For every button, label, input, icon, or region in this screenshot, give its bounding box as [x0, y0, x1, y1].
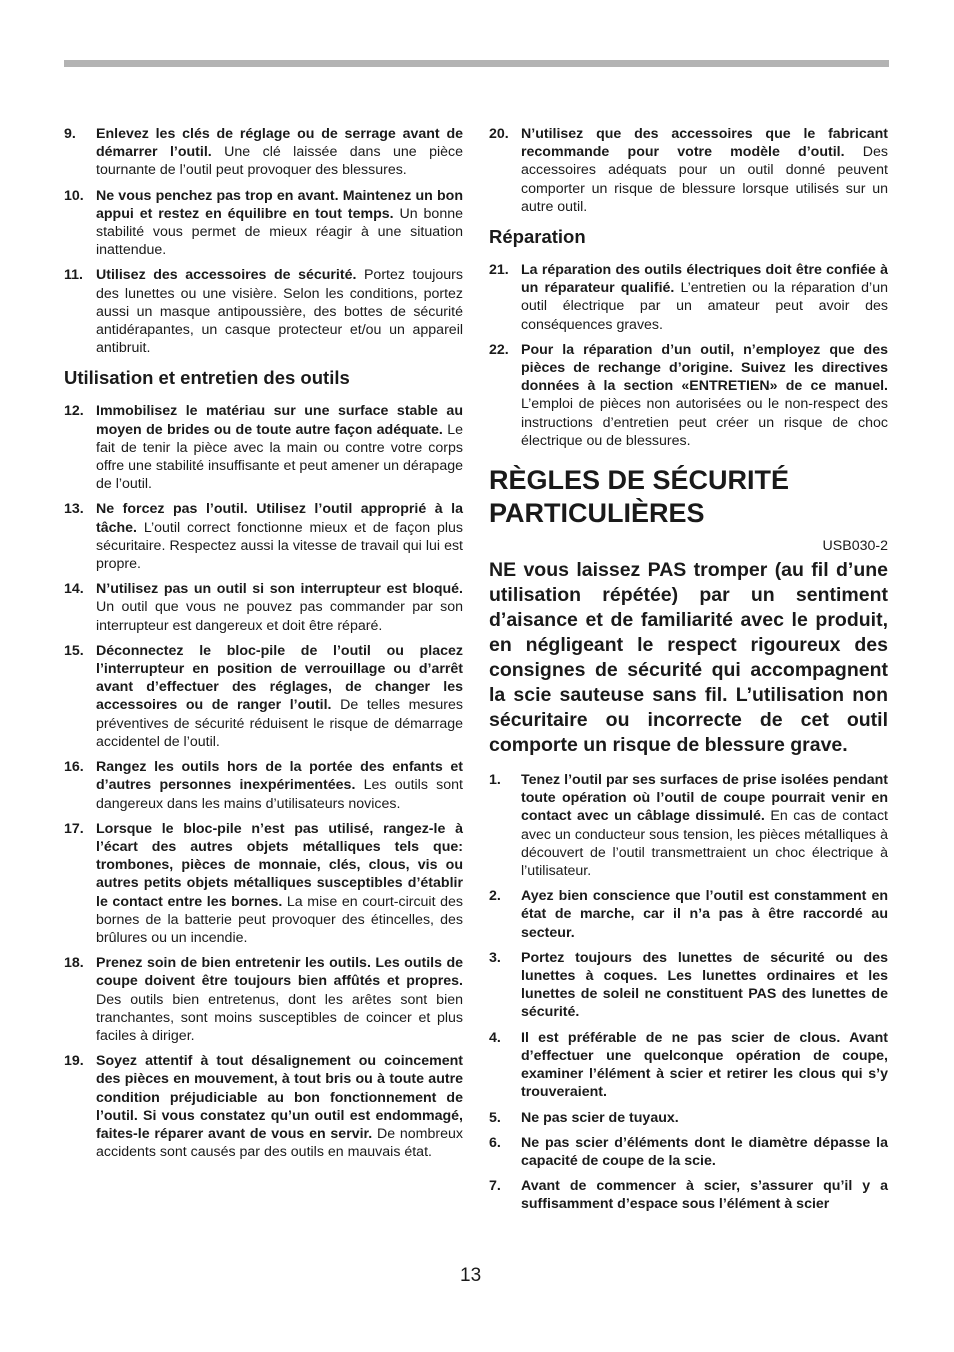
item-number: 10.	[64, 187, 84, 204]
item-bold-text: Ne vous penchez pas trop en avant. Maintenez un bon appui et restez en équilibre en tout temps.	[96, 187, 463, 222]
list-item	[64, 187, 463, 260]
right-column	[489, 125, 888, 1221]
list-item	[64, 820, 463, 947]
item-text: La mise en court-circuit des bornes de la batterie peut provoquer des étincelles, des brûlures ou un incendie.	[96, 893, 463, 946]
item-number: 12.	[64, 403, 84, 420]
document-code: USB030-2	[822, 538, 888, 555]
list-item	[64, 758, 463, 813]
item-number: 3.	[489, 949, 501, 966]
item-bold-text: Lorsque le bloc-pile n’est pas utilisé, rangez-le à l’écart des autres objets métalliques tels que: trombones, pièces de monnaie, clés, clous, vis ou autres petits objets métalliques susceptibles d’établir le contact entre les bornes.	[96, 820, 463, 910]
item-text: Le fait de tenir la pièce avec la main ou contre votre corps offre une stabilité insuffisante et peut amener un dérapage de l’outil.	[96, 421, 463, 493]
list-item	[489, 1029, 888, 1102]
item-text: En cas de contact avec un conducteur sous tension, les pièces métalliques à découvert de l’outil transmettraient un choc électrique à l’utilisateur.	[521, 808, 888, 880]
item-bold-text: Utilisez des accessoires de sécurité.	[96, 267, 357, 284]
item-number: 1.	[489, 772, 501, 789]
item-number: 22.	[489, 341, 509, 358]
left-column	[64, 125, 463, 1168]
item-list-repair	[489, 261, 888, 450]
list-item	[64, 954, 463, 1045]
item-text: L’emploi de pièces non autorisées ou le non-respect des instructions d’entretien peut créer un risque de choc électrique ou de blessures.	[521, 396, 888, 449]
item-bold-text: Ne pas scier de tuyaux.	[521, 1109, 679, 1126]
item-number: 14.	[64, 581, 84, 598]
section-heading-tool-use: Utilisation et entretien des outils	[64, 367, 350, 389]
item-bold-text: N’utilisez pas un outil si son interrupteur est bloqué.	[96, 581, 463, 598]
item-list-specific-rules	[489, 771, 888, 1213]
item-bold-text: Soyez attentif à tout désalignement ou coincement des pièces en mouvement, à tout bris ou à toute autre condition préjudiciable au bon fonctionnement de l’outil. Si vous constatez qu’un outil est endommagé, faites-le réparer avant de vous en servir.	[96, 1053, 463, 1142]
item-bold-text: Immobilisez le matériau sur une surface stable au moyen de brides ou de toute autre façon adéquate.	[96, 403, 463, 438]
item-number: 11.	[64, 267, 83, 284]
item-number: 21.	[489, 262, 509, 279]
item-list-tool-use	[64, 402, 463, 1161]
item-text: Un bonne stabilité vous permet de mieux réagir à une situation inattendue.	[96, 205, 463, 259]
list-item	[64, 402, 463, 493]
item-bold-text: Avant de commencer à scier, s’assurer qu’il y a suffisamment d’espace sous l’élément à scier	[521, 1178, 888, 1213]
item-number: 7.	[489, 1178, 501, 1195]
item-text: L’outil correct fonctionne mieux et de façon plus sécuritaire. Respectez aussi la vitesse de travail qui lui est propre.	[96, 519, 463, 573]
list-item	[489, 1177, 888, 1213]
list-item	[64, 266, 463, 357]
top-rule	[64, 60, 889, 67]
item-bold-text: Il est préférable de ne pas scier de clous. Avant d’effectuer une quelconque opération de coupe, examiner l’élément à scier et retirer les clous qui s’y trouveraient.	[521, 1029, 888, 1101]
item-list-general	[64, 125, 463, 357]
item-number: 13.	[64, 501, 84, 518]
list-item	[64, 500, 463, 573]
item-text: Des outils bien entretenus, dont les arêtes sont bien tranchantes, sont moins susceptibles de coincer et plus faciles à diriger.	[96, 991, 463, 1044]
list-item	[64, 642, 463, 751]
item-number: 2.	[489, 888, 501, 905]
page-number: 13	[460, 1265, 482, 1286]
main-heading-line-2: PARTICULIÈRES	[489, 498, 705, 529]
item-list-accessories	[489, 125, 888, 216]
item-number: 6.	[489, 1134, 501, 1151]
item-bold-text: Ne forcez pas l’outil. Utilisez l’outil approprié à la tâche.	[96, 501, 463, 536]
item-text: Portez toujours des lunettes ou une visière. Selon les conditions, portez aussi un masque antipoussière, des bottes de sécurité antidérapantes, un casque protecteur et/ou un appareil antibruit.	[96, 267, 463, 357]
item-bold-text: Enlevez les clés de réglage ou de serrage avant de démarrer l’outil.	[96, 126, 463, 161]
item-bold-text: La réparation des outils électriques doit être confiée à un réparateur qualifié.	[521, 262, 888, 297]
item-number: 18.	[64, 955, 84, 972]
item-bold-text: Rangez les outils hors de la portée des enfants et d’autres personnes inexpérimentées.	[96, 759, 463, 794]
list-item	[489, 1109, 888, 1127]
item-bold-text: Pour la réparation d’un outil, n’employez que des pièces de rechange d’origine. Suivez les directives données à la section «ENTRETIEN» de ce manuel.	[521, 341, 888, 395]
item-bold-text: Déconnectez le bloc-pile de l’outil ou placez l’interrupteur en position de verrouillage ou d’arrêt avant d’effectuer des réglages, de changer les accessoires ou de ranger l’outil.	[96, 642, 463, 714]
list-item	[489, 125, 888, 216]
item-text: Des accessoires adéquats pour un outil donné peuvent comporter un risque de blessure lorsque utilisés sur un autre outil.	[521, 144, 889, 215]
item-bold-text: Prenez soin de bien entretenir les outils. Les outils de coupe doivent être toujours bien affûtés et propres.	[96, 955, 463, 990]
item-number: 17.	[64, 820, 84, 837]
item-bold-text: Ayez bien conscience que l’outil est constamment en état de marche, car il n’a pas à être raccordé au secteur.	[521, 888, 888, 941]
item-text: L’entretien ou la réparation d’un outil électrique par un amateur peut avoir des conséquences graves.	[521, 280, 888, 333]
list-item	[489, 1134, 888, 1170]
item-text: Un outil que vous ne pouvez pas commander par son interrupteur est dangereux et doit être réparé.	[96, 599, 463, 634]
item-bold-text: Tenez l’outil par ses surfaces de prise isolées pendant toute opération où l’outil de coupe pourrait venir en contact avec un câblage dissimulé.	[521, 772, 888, 825]
list-item	[489, 887, 888, 942]
item-number: 20.	[489, 126, 509, 142]
list-item	[64, 125, 463, 180]
list-item	[64, 1052, 463, 1161]
item-bold-text: Ne pas scier d’éléments dont le diamètre dépasse la capacité de coupe de la scie.	[521, 1134, 888, 1169]
item-number: 9.	[64, 126, 76, 142]
list-item	[64, 580, 463, 635]
warning-paragraph: NE vous laissez PAS tromper (au fil d’une utilisation répétée) par un sentiment d’aisance et de familiarité avec le produit, en négligeant le respect rigoureux des consignes de sécurité qui accompagnent la scie sauteuse sans fil. L’utilisation non sécuritaire ou incorrecte de cet outil comporte un risque de blessure grave.	[489, 559, 888, 757]
list-item	[489, 341, 888, 450]
list-item	[489, 949, 888, 1022]
item-number: 16.	[64, 759, 84, 776]
section-heading-repair: Réparation	[489, 226, 586, 248]
item-number: 4.	[489, 1029, 501, 1046]
main-heading	[489, 464, 888, 530]
main-heading-line-1: RÈGLES DE SÉCURITÉ	[489, 465, 790, 496]
item-text: Une clé laissée dans une pièce tournante de l’outil peut provoquer des blessures.	[96, 144, 463, 179]
item-text: De telles mesures préventives de sécurité réduisent le risque de démarrage accidentel de l’outil.	[96, 697, 464, 750]
list-item	[489, 771, 888, 880]
item-number: 5.	[489, 1109, 501, 1126]
list-item	[489, 261, 888, 334]
item-text: De nombreux accidents sont causés par des outils en mauvais état.	[96, 1125, 463, 1161]
item-number: 15.	[64, 642, 84, 659]
item-number: 19.	[64, 1053, 84, 1070]
item-bold-text: N’utilisez que des accessoires que le fabricant recommande pour votre modèle d’outil.	[521, 126, 888, 161]
item-bold-text: Portez toujours des lunettes de sécurité ou des lunettes à coques. Les lunettes ordinaires et les lunettes de soleil ne constituent PAS des lunettes de sécurité.	[521, 949, 888, 1021]
item-text: Les outils sont dangereux dans les mains d’utilisateurs novices.	[96, 777, 463, 812]
